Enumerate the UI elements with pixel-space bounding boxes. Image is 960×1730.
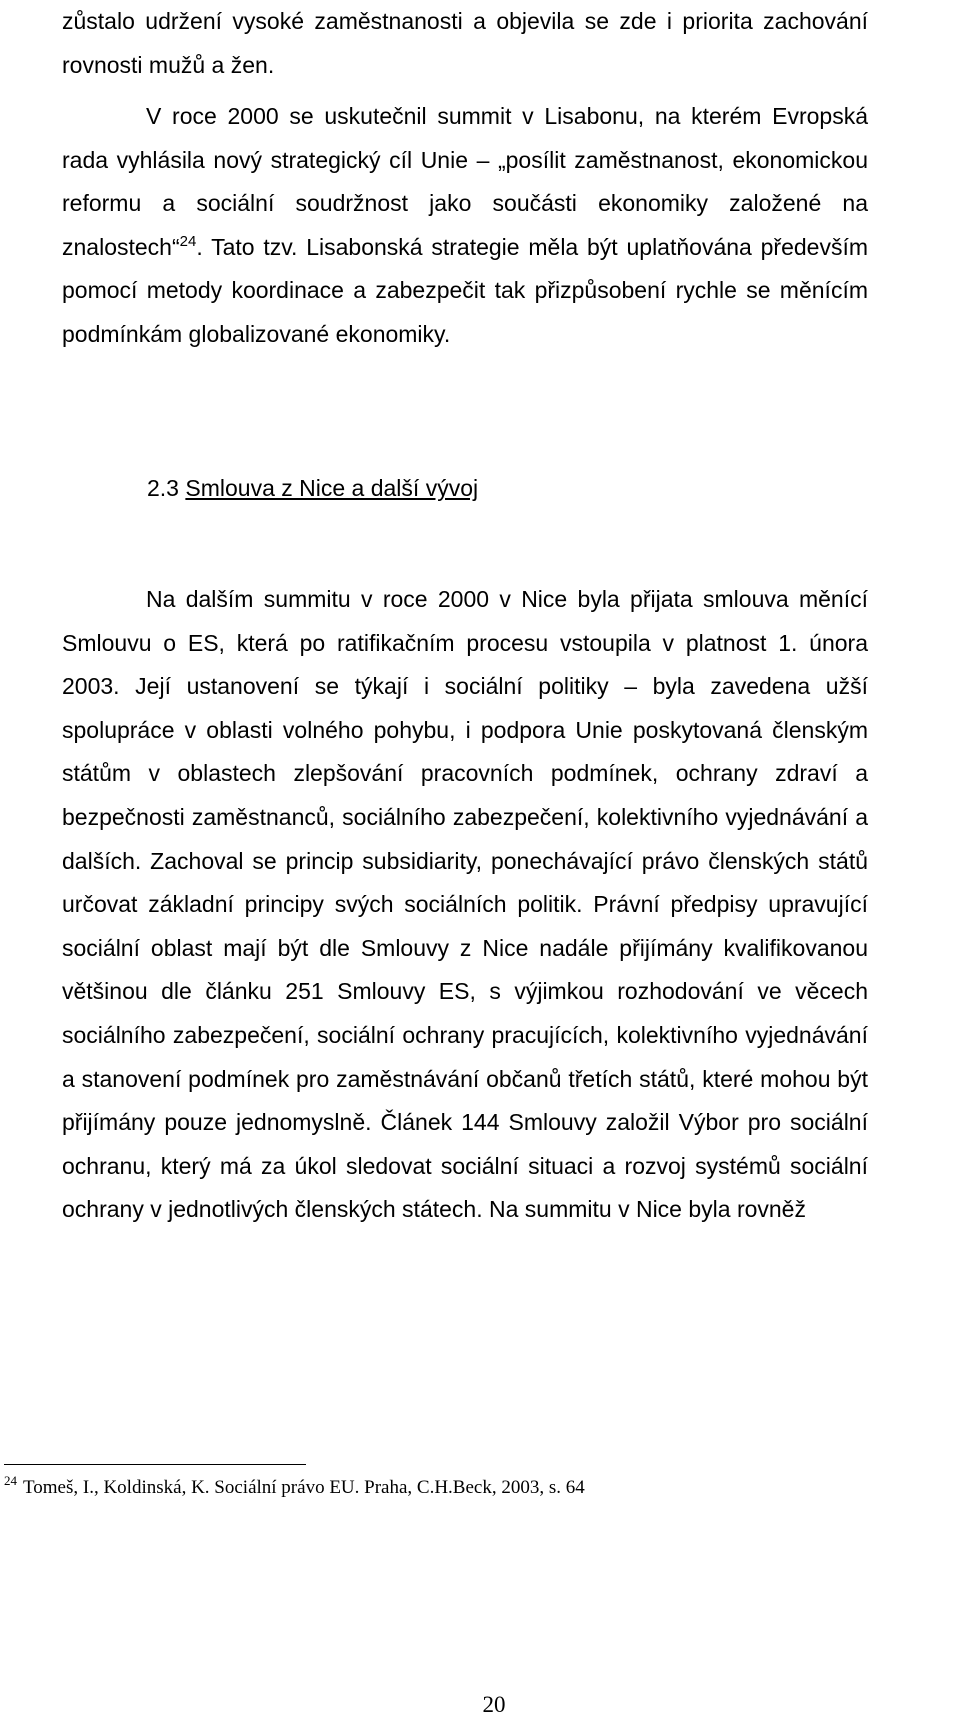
footnote-number: 24	[4, 1473, 17, 1488]
footnote-text: Tomeš, I., Koldinská, K. Sociální právo EU. Praha, C.H.Beck, 2003, s. 64	[23, 1477, 585, 1498]
paragraph-continued: zůstalo udržení vysoké zaměstnanosti a objevila se zde i priorita zachování rovnosti mužů a žen.	[62, 8, 868, 78]
page-number: 20	[482, 1692, 506, 1717]
paragraph-lisbon-summit	[62, 95, 868, 357]
paragraph-nice-treaty: Na dalším summitu v roce 2000 v Nice byla přijata smlouva měnící Smlouvu o ES, která po ratifikačním procesu vstoupila v platnost 1. února 2003. Její ustanovení se týkají i sociální politiky – byla zavedena užší spolupráce v oblasti volného pohybu, i podpora Unie poskytovaná členským státům v oblastech zlepšování pracovních podmínek, ochrany zdraví a bezpečnosti zaměstnanců, sociálního zabezpečení, kolektivního vyjednávání a dalších. Zachoval se princip subsidiarity, ponechávající právo členských států určovat základní principy svých sociálních politik. Právní předpisy upravující sociální oblast mají být dle Smlouvy z Nice nadále přijímány kvalifikovanou většinou dle článku 251 Smlouvy ES, s výjimkou rozhodování ve věcech sociálního zabezpečení, sociální ochrany pracujících, kolektivního vyjednávání a stanovení podmínek pro zaměstnávání občanů třetích států, které mohou být přijímány pouze jednomyslně. Článek 144 Smlouvy založil Výbor pro sociální ochranu, který má za úkol sledovat sociální situaci a rozvoj systémů sociální ochrany v jednotlivých členských státech. Na summitu v Nice byla rovněž	[62, 586, 868, 1223]
footnote	[4, 1472, 585, 1504]
paragraph-lisbon-text-end: . Tato tzv. Lisabonská strategie měla být uplatňována především pomocí metody koordinace a zabezpečit tak přizpůsobení rychle se měnícím podmínkám globalizované ekonomiky.	[62, 233, 868, 347]
section-heading	[147, 470, 478, 506]
section-title: Smlouva z Nice a další vývoj	[185, 475, 479, 501]
footnote-separator	[4, 1464, 306, 1465]
paragraph-lisbon-text-start: V roce 2000 se uskutečnil summit v Lisabonu, na kterém Evropská rada vyhlásila nový strategický cíl Unie – „posílit zaměstnanost, ekonomickou reformu a sociální soudržnost jako součásti ekonomiky založené na znalostech“	[62, 103, 868, 260]
footnote-reference: 24	[179, 232, 197, 250]
section-number: 2.3	[147, 475, 179, 501]
